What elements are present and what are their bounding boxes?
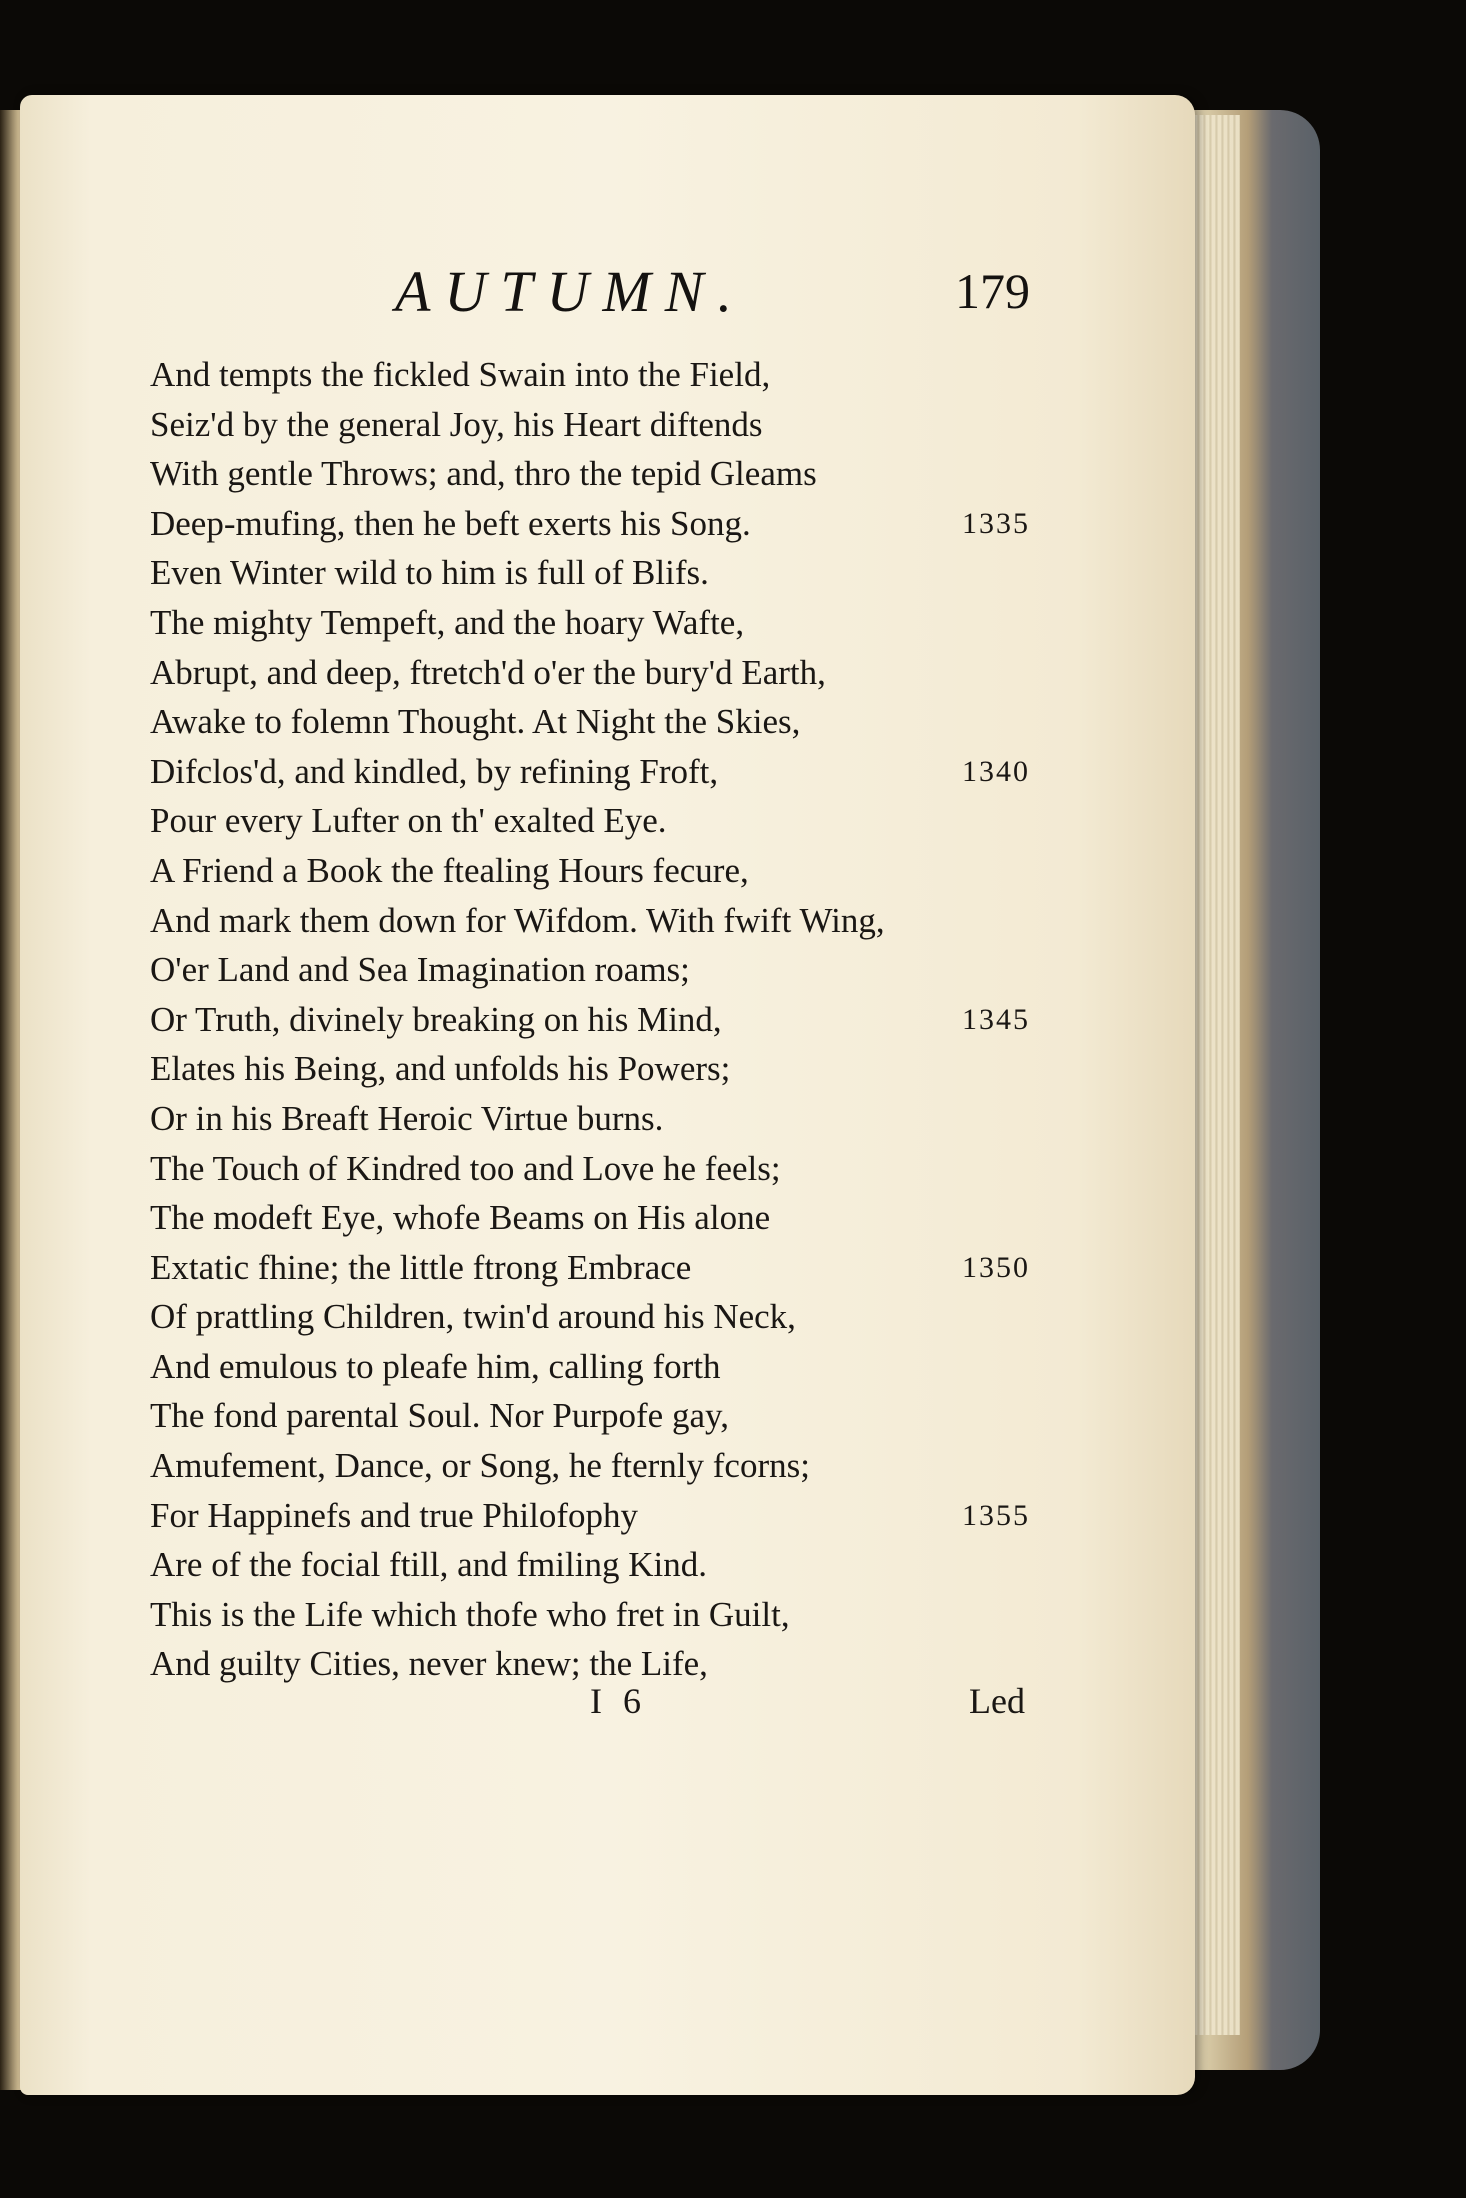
line-text: With gentle Throws; and, thro the tepid Gleams	[150, 454, 817, 494]
line-text: Awake to folemn Thought. At Night the Skies,	[150, 702, 801, 742]
line-text: And guilty Cities, never knew; the Life,	[150, 1644, 708, 1684]
poem-line	[150, 598, 1030, 648]
poem-line	[150, 449, 1030, 499]
poem-line	[150, 1540, 1030, 1590]
line-text: Seiz'd by the general Joy, his Heart diftends	[150, 404, 763, 444]
line-text: Abrupt, and deep, ftretch'd o'er the bury'd Earth,	[150, 652, 826, 692]
signature-mark: I 6	[590, 1681, 647, 1721]
line-text: The Touch of Kindred too and Love he feels;	[150, 1148, 781, 1188]
line-text: The fond parental Soul. Nor Purpofe gay,	[150, 1396, 729, 1436]
line-text: And mark them down for Wifdom. With fwift Wing,	[150, 900, 885, 940]
catchword: Led	[969, 1681, 1025, 1721]
poem-line	[150, 1292, 1030, 1342]
poem-line	[150, 1193, 1030, 1243]
poem-line	[150, 1590, 1030, 1640]
poem-line	[150, 697, 1030, 747]
poem-line	[150, 945, 1030, 995]
line-text: Amufement, Dance, or Song, he fternly fcorns;	[150, 1446, 810, 1486]
line-text: Difclos'd, and kindled, by refining Froft,	[150, 751, 719, 791]
line-text: Of prattling Children, twin'd around his Neck,	[150, 1297, 796, 1337]
line-number: 1340	[962, 754, 1030, 788]
line-text: And emulous to pleafe him, calling forth	[150, 1346, 721, 1386]
poem-line	[150, 1144, 1030, 1194]
line-text: Deep-mufing, then he beft exerts his Song.	[150, 503, 751, 543]
poem-line	[150, 648, 1030, 698]
line-text: For Happinefs and true Philofophy	[150, 1495, 638, 1535]
poem-line	[150, 747, 1030, 797]
line-text: Extatic fhine; the little ftrong Embrace	[150, 1247, 692, 1287]
line-number: 1350	[962, 1250, 1030, 1284]
page-number: 179	[955, 263, 1030, 319]
line-text: Are of the focial ftill, and fmiling Kind.	[150, 1545, 707, 1585]
poem-line	[150, 1094, 1030, 1144]
line-text: Even Winter wild to him is full of Blifs.	[150, 553, 709, 593]
line-text: And tempts the fickled Swain into the Field,	[150, 355, 771, 394]
poem-line	[150, 1044, 1030, 1094]
line-number: 1335	[962, 506, 1030, 540]
page-header	[150, 250, 1030, 330]
line-text: The modeft Eye, whofe Beams on His alone	[150, 1198, 771, 1238]
poem-line	[150, 1342, 1030, 1392]
line-number: 1345	[962, 1002, 1030, 1036]
poem-line	[150, 1441, 1030, 1491]
line-text: The mighty Tempeft, and the hoary Wafte,	[150, 602, 745, 642]
poem-line	[150, 1243, 1030, 1293]
line-text: Or in his Breaft Heroic Virtue burns.	[150, 1098, 664, 1138]
line-text: This is the Life which thofe who fret in Guilt,	[150, 1594, 790, 1634]
line-text: Elates his Being, and unfolds his Powers;	[150, 1049, 731, 1089]
poem-line	[150, 1491, 1030, 1541]
poem-line	[150, 846, 1030, 896]
poem-line	[150, 1391, 1030, 1441]
poem-line	[150, 499, 1030, 549]
line-text: Pour every Lufter on th' exalted Eye.	[150, 801, 667, 841]
page-footer	[150, 1680, 1030, 1730]
poem-line	[150, 896, 1030, 946]
line-number: 1355	[962, 1498, 1030, 1532]
poem-line	[150, 548, 1030, 598]
line-text: Or Truth, divinely breaking on his Mind,	[150, 999, 722, 1039]
poem-text	[150, 350, 1030, 1689]
line-text: O'er Land and Sea Imagination roams;	[150, 950, 690, 990]
poem-line	[150, 400, 1030, 450]
poem-line	[150, 796, 1030, 846]
poem-line	[150, 350, 1030, 400]
running-title: AUTUMN.	[395, 259, 746, 324]
line-text: A Friend a Book the ftealing Hours fecure,	[150, 850, 749, 890]
poem-line	[150, 995, 1030, 1045]
